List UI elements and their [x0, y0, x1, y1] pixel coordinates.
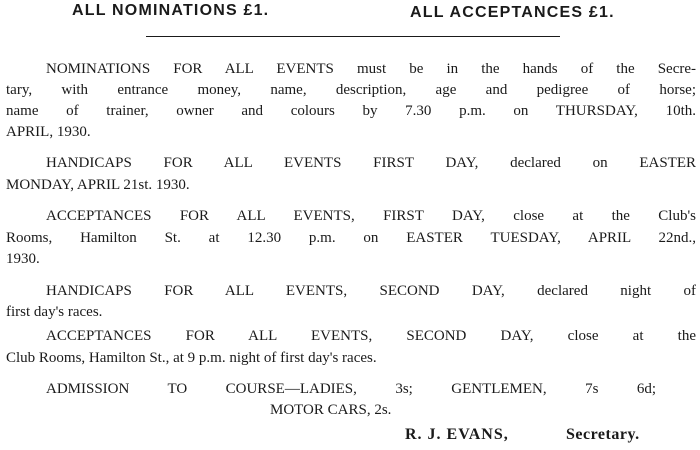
acceptances-second-day-line-1: ACCEPTANCES FOR ALL EVENTS, SECOND DAY, close at the — [46, 328, 696, 344]
acceptances-fee-heading: ALL ACCEPTANCES £1. — [410, 4, 615, 21]
acceptances-first-day-line-2: Rooms, Hamilton St. at 12.30 p.m. on EASTER TUESDAY, APRIL 22nd., — [6, 230, 696, 246]
handicaps-first-day-line-1: HANDICAPS FOR ALL EVENTS FIRST DAY, declared on EASTER — [46, 155, 696, 171]
acceptances-first-day-line-1: ACCEPTANCES FOR ALL EVENTS, FIRST DAY, close at the Club's — [46, 208, 696, 224]
handicaps-first-day-line-2: MONDAY, APRIL 21st. 1930. — [6, 177, 190, 193]
nominations-line-1: NOMINATIONS FOR ALL EVENTS must be in the hands of the Secre- — [46, 61, 696, 77]
header-divider — [146, 36, 560, 37]
nominations-line-3: name of trainer, owner and colours by 7.30 p.m. on THURSDAY, 10th. — [6, 103, 696, 119]
handicaps-second-day-line-2: first day's races. — [6, 304, 103, 320]
admission-line-1: ADMISSION TO COURSE—LADIES, 3s; GENTLEMEN, 7s 6d; — [46, 381, 656, 397]
admission-line-2: MOTOR CARS, 2s. — [270, 402, 392, 418]
acceptances-second-day-line-2: Club Rooms, Hamilton St., at 9 p.m. night of first day's races. — [6, 350, 377, 366]
signature-name: R. J. EVANS, — [405, 426, 509, 443]
signature — [0, 426, 700, 448]
nominations-line-2: tary, with entrance money, name, description, age and pedigree of horse; — [6, 82, 696, 98]
handicaps-second-day-line-1: HANDICAPS FOR ALL EVENTS, SECOND DAY, declared night of — [46, 283, 696, 299]
notice-header — [0, 2, 700, 24]
signature-title: Secretary. — [566, 426, 640, 443]
nominations-fee-heading: ALL NOMINATIONS £1. — [72, 2, 270, 19]
acceptances-first-day-line-3: 1930. — [6, 251, 40, 267]
nominations-line-4: APRIL, 1930. — [6, 124, 91, 140]
